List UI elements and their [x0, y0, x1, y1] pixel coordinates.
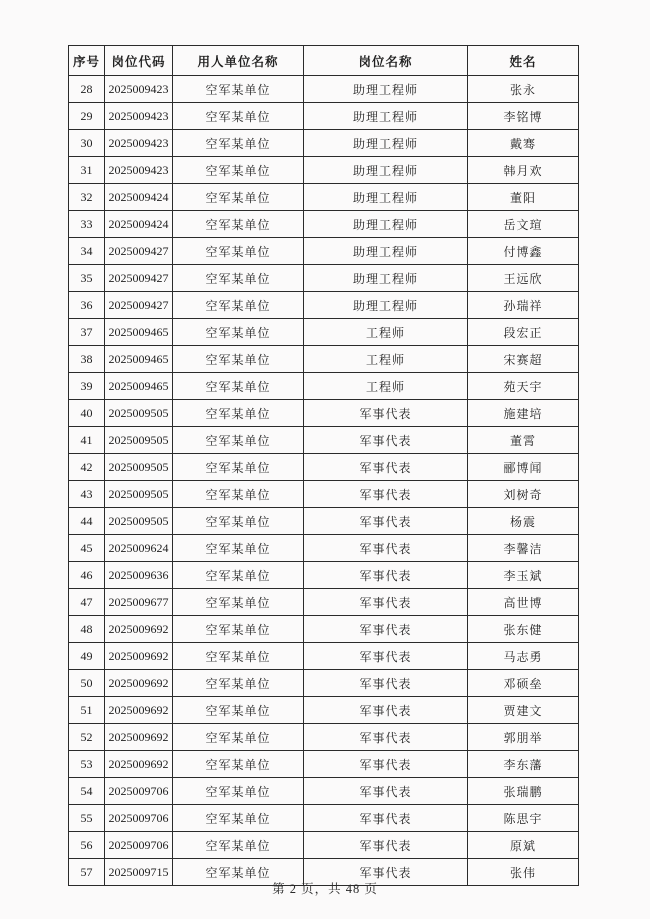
position-roster-table: [68, 45, 579, 886]
cell-name: 宋赛超: [468, 346, 579, 373]
cell-position-code: 2025009424: [105, 211, 173, 238]
cell-position-name: 工程师: [304, 346, 468, 373]
cell-employer: 空军某单位: [173, 157, 304, 184]
cell-name: 岳文瑄: [468, 211, 579, 238]
cell-serial: 52: [69, 724, 105, 751]
cell-position-name: 军事代表: [304, 427, 468, 454]
cell-position-code: 2025009423: [105, 130, 173, 157]
table-row: [69, 535, 579, 562]
table-row: [69, 319, 579, 346]
cell-name: 高世博: [468, 589, 579, 616]
table-row: [69, 751, 579, 778]
cell-position-code: 2025009706: [105, 832, 173, 859]
cell-serial: 43: [69, 481, 105, 508]
cell-serial: 30: [69, 130, 105, 157]
cell-position-code: 2025009423: [105, 157, 173, 184]
cell-name: 陈思宇: [468, 805, 579, 832]
cell-position-name: 军事代表: [304, 643, 468, 670]
cell-name: 董阳: [468, 184, 579, 211]
column-header-3: 用人单位名称: [173, 46, 304, 76]
table-row: [69, 130, 579, 157]
column-header-2: 岗位代码: [105, 46, 173, 76]
cell-name: 李东藩: [468, 751, 579, 778]
cell-employer: 空军某单位: [173, 589, 304, 616]
cell-employer: 空军某单位: [173, 643, 304, 670]
cell-name: 董霄: [468, 427, 579, 454]
table-row: [69, 508, 579, 535]
table-row: [69, 670, 579, 697]
cell-position-name: 军事代表: [304, 481, 468, 508]
cell-employer: 空军某单位: [173, 751, 304, 778]
cell-serial: 53: [69, 751, 105, 778]
cell-position-code: 2025009692: [105, 670, 173, 697]
column-header-5: 姓名: [468, 46, 579, 76]
cell-employer: 空军某单位: [173, 184, 304, 211]
cell-serial: 51: [69, 697, 105, 724]
cell-name: 张东健: [468, 616, 579, 643]
cell-serial: 55: [69, 805, 105, 832]
cell-position-name: 军事代表: [304, 751, 468, 778]
cell-serial: 48: [69, 616, 105, 643]
cell-employer: 空军某单位: [173, 76, 304, 103]
cell-name: 张永: [468, 76, 579, 103]
cell-name: 戴骞: [468, 130, 579, 157]
table-row: [69, 427, 579, 454]
cell-position-code: 2025009427: [105, 292, 173, 319]
cell-serial: 29: [69, 103, 105, 130]
cell-position-code: 2025009715: [105, 859, 173, 886]
cell-name: 原斌: [468, 832, 579, 859]
cell-position-name: 军事代表: [304, 589, 468, 616]
cell-employer: 空军某单位: [173, 265, 304, 292]
cell-employer: 空军某单位: [173, 130, 304, 157]
cell-serial: 46: [69, 562, 105, 589]
table-row: [69, 184, 579, 211]
table-row: [69, 616, 579, 643]
cell-serial: 42: [69, 454, 105, 481]
cell-employer: 空军某单位: [173, 427, 304, 454]
cell-position-name: 军事代表: [304, 535, 468, 562]
cell-name: 邓硕垒: [468, 670, 579, 697]
page-number-text: 第 2 页，共 48 页: [272, 882, 378, 896]
page-footer: [0, 879, 650, 897]
cell-name: 张瑞鹏: [468, 778, 579, 805]
cell-position-name: 助理工程师: [304, 157, 468, 184]
cell-name: 郦博闻: [468, 454, 579, 481]
cell-position-code: 2025009465: [105, 319, 173, 346]
cell-name: 李馨洁: [468, 535, 579, 562]
cell-position-code: 2025009706: [105, 805, 173, 832]
table-row: [69, 832, 579, 859]
table-row: [69, 697, 579, 724]
cell-position-code: 2025009423: [105, 103, 173, 130]
table-row: [69, 778, 579, 805]
cell-position-name: 军事代表: [304, 562, 468, 589]
cell-employer: 空军某单位: [173, 238, 304, 265]
cell-position-code: 2025009505: [105, 400, 173, 427]
cell-employer: 空军某单位: [173, 670, 304, 697]
table-row: [69, 373, 579, 400]
cell-name: 苑天宇: [468, 373, 579, 400]
cell-name: 付博鑫: [468, 238, 579, 265]
cell-position-code: 2025009636: [105, 562, 173, 589]
cell-serial: 37: [69, 319, 105, 346]
cell-position-name: 助理工程师: [304, 184, 468, 211]
cell-employer: 空军某单位: [173, 535, 304, 562]
cell-position-name: 工程师: [304, 319, 468, 346]
cell-employer: 空军某单位: [173, 319, 304, 346]
cell-serial: 31: [69, 157, 105, 184]
table-row: [69, 805, 579, 832]
cell-position-name: 工程师: [304, 373, 468, 400]
table-row: [69, 643, 579, 670]
cell-serial: 28: [69, 76, 105, 103]
cell-serial: 34: [69, 238, 105, 265]
cell-name: 贾建文: [468, 697, 579, 724]
cell-name: 韩月欢: [468, 157, 579, 184]
cell-name: 李玉斌: [468, 562, 579, 589]
cell-name: 王远欣: [468, 265, 579, 292]
cell-position-name: 军事代表: [304, 832, 468, 859]
cell-position-name: 军事代表: [304, 508, 468, 535]
cell-position-code: 2025009624: [105, 535, 173, 562]
cell-position-name: 军事代表: [304, 454, 468, 481]
table-row: [69, 454, 579, 481]
cell-position-name: 军事代表: [304, 616, 468, 643]
table-row: [69, 589, 579, 616]
column-header-4: 岗位名称: [304, 46, 468, 76]
cell-position-code: 2025009505: [105, 481, 173, 508]
cell-serial: 36: [69, 292, 105, 319]
cell-position-code: 2025009692: [105, 751, 173, 778]
cell-position-name: 助理工程师: [304, 130, 468, 157]
table-row: [69, 76, 579, 103]
cell-employer: 空军某单位: [173, 346, 304, 373]
cell-employer: 空军某单位: [173, 292, 304, 319]
cell-serial: 45: [69, 535, 105, 562]
cell-position-code: 2025009465: [105, 373, 173, 400]
cell-position-code: 2025009505: [105, 427, 173, 454]
table-row: [69, 346, 579, 373]
cell-position-name: 军事代表: [304, 859, 468, 886]
cell-employer: 空军某单位: [173, 616, 304, 643]
cell-serial: 35: [69, 265, 105, 292]
table-row: [69, 400, 579, 427]
cell-position-name: 助理工程师: [304, 265, 468, 292]
cell-employer: 空军某单位: [173, 373, 304, 400]
cell-serial: 40: [69, 400, 105, 427]
table-row: [69, 238, 579, 265]
cell-position-code: 2025009706: [105, 778, 173, 805]
table-row: [69, 265, 579, 292]
table-row: [69, 103, 579, 130]
cell-employer: 空军某单位: [173, 805, 304, 832]
table-header-row: [69, 46, 579, 76]
cell-serial: 49: [69, 643, 105, 670]
cell-position-name: 助理工程师: [304, 211, 468, 238]
cell-position-code: 2025009692: [105, 643, 173, 670]
cell-position-code: 2025009427: [105, 265, 173, 292]
cell-position-code: 2025009692: [105, 616, 173, 643]
cell-name: 李铭博: [468, 103, 579, 130]
cell-employer: 空军某单位: [173, 859, 304, 886]
cell-serial: 54: [69, 778, 105, 805]
cell-position-name: 军事代表: [304, 400, 468, 427]
cell-employer: 空军某单位: [173, 697, 304, 724]
cell-position-code: 2025009692: [105, 724, 173, 751]
cell-name: 刘树奇: [468, 481, 579, 508]
cell-employer: 空军某单位: [173, 400, 304, 427]
cell-position-name: 助理工程师: [304, 292, 468, 319]
cell-employer: 空军某单位: [173, 508, 304, 535]
cell-name: 段宏正: [468, 319, 579, 346]
cell-position-name: 助理工程师: [304, 103, 468, 130]
cell-employer: 空军某单位: [173, 724, 304, 751]
table-row: [69, 562, 579, 589]
cell-serial: 44: [69, 508, 105, 535]
table-row: [69, 211, 579, 238]
cell-position-name: 军事代表: [304, 697, 468, 724]
cell-serial: 47: [69, 589, 105, 616]
table-row: [69, 292, 579, 319]
column-header-1: 序号: [69, 46, 105, 76]
cell-serial: 41: [69, 427, 105, 454]
cell-position-code: 2025009423: [105, 76, 173, 103]
cell-position-name: 助理工程师: [304, 238, 468, 265]
table-row: [69, 157, 579, 184]
cell-serial: 38: [69, 346, 105, 373]
cell-serial: 57: [69, 859, 105, 886]
cell-employer: 空军某单位: [173, 832, 304, 859]
cell-serial: 50: [69, 670, 105, 697]
cell-position-name: 军事代表: [304, 670, 468, 697]
cell-position-code: 2025009692: [105, 697, 173, 724]
cell-serial: 33: [69, 211, 105, 238]
cell-employer: 空军某单位: [173, 778, 304, 805]
cell-name: 施建培: [468, 400, 579, 427]
table-row: [69, 724, 579, 751]
cell-position-code: 2025009465: [105, 346, 173, 373]
cell-employer: 空军某单位: [173, 481, 304, 508]
cell-name: 孙瑞祥: [468, 292, 579, 319]
cell-position-code: 2025009427: [105, 238, 173, 265]
cell-serial: 56: [69, 832, 105, 859]
cell-position-name: 军事代表: [304, 724, 468, 751]
cell-employer: 空军某单位: [173, 211, 304, 238]
cell-position-name: 军事代表: [304, 805, 468, 832]
cell-serial: 32: [69, 184, 105, 211]
cell-position-code: 2025009505: [105, 454, 173, 481]
table-row: [69, 481, 579, 508]
cell-position-name: 助理工程师: [304, 76, 468, 103]
cell-position-code: 2025009677: [105, 589, 173, 616]
cell-position-code: 2025009424: [105, 184, 173, 211]
cell-position-name: 军事代表: [304, 778, 468, 805]
cell-name: 郭朋举: [468, 724, 579, 751]
cell-serial: 39: [69, 373, 105, 400]
cell-position-code: 2025009505: [105, 508, 173, 535]
cell-employer: 空军某单位: [173, 562, 304, 589]
cell-name: 张伟: [468, 859, 579, 886]
cell-employer: 空军某单位: [173, 454, 304, 481]
cell-name: 马志勇: [468, 643, 579, 670]
cell-employer: 空军某单位: [173, 103, 304, 130]
cell-name: 杨震: [468, 508, 579, 535]
